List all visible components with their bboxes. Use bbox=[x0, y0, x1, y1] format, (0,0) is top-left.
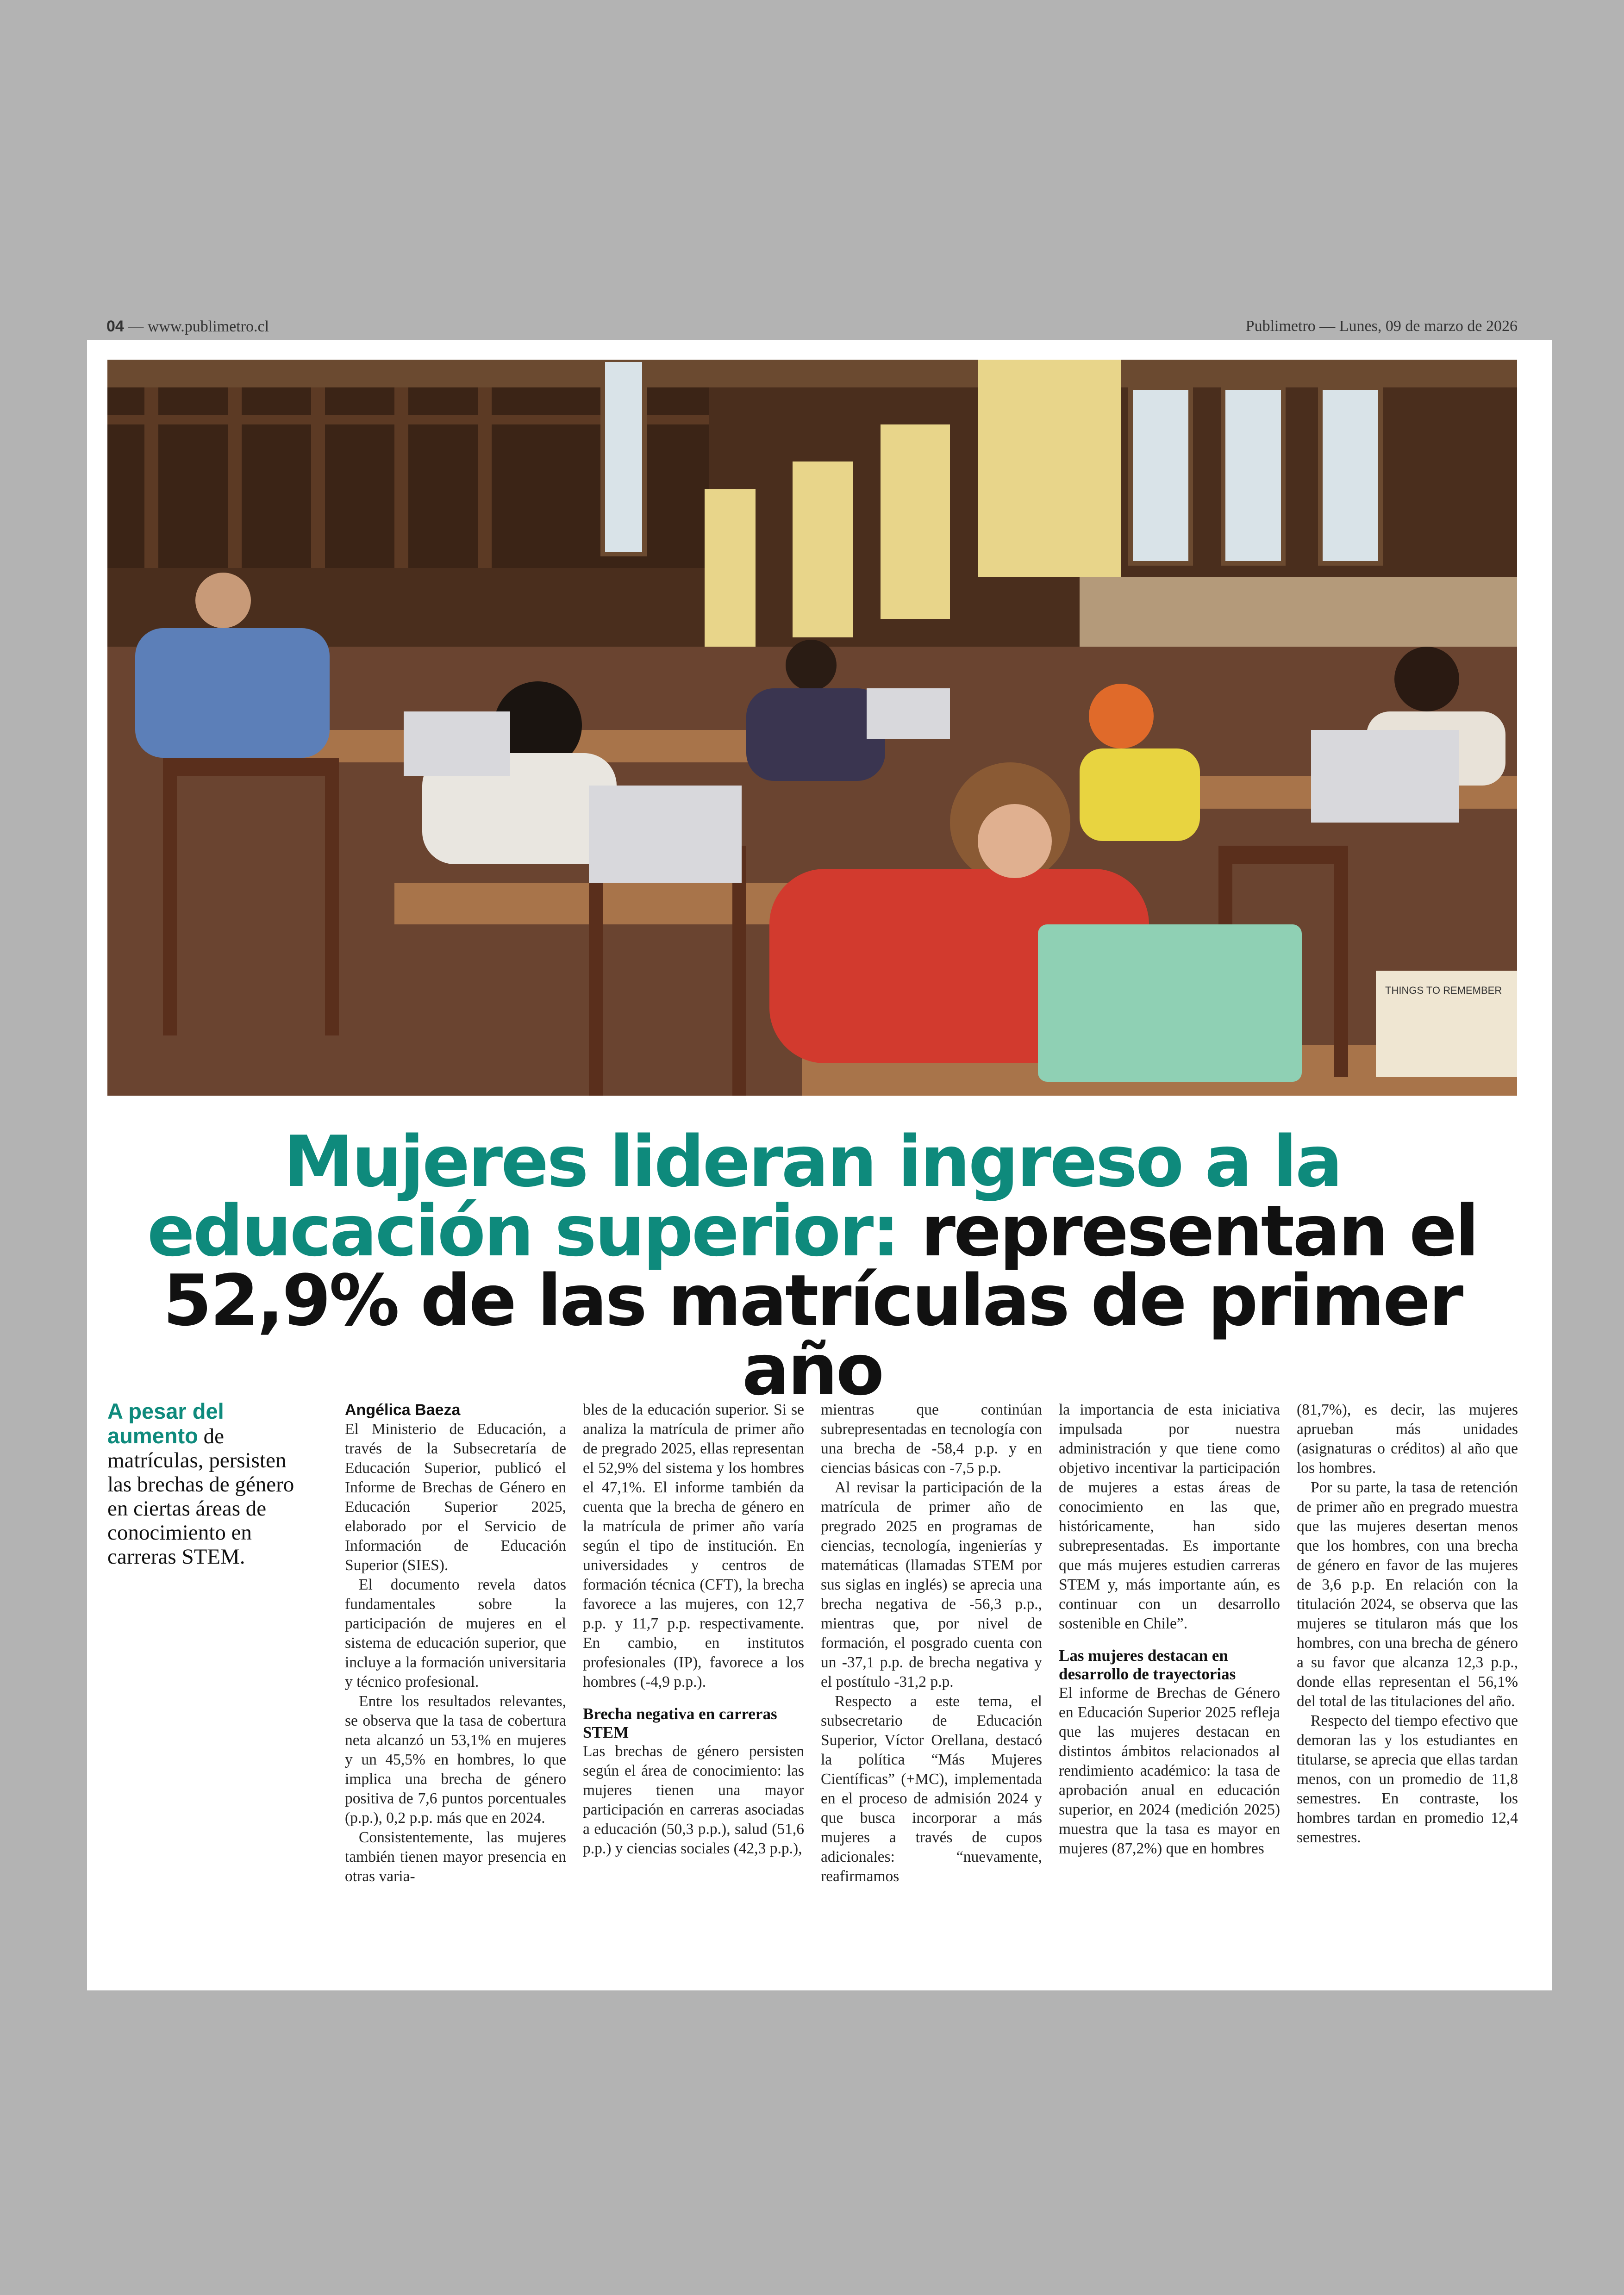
paragraph: El documento revela datos fundamentales sobre la participación de mujeres en el sistema de educación superior, que incluye a la formación universitaria y técnico profesional. bbox=[345, 1576, 566, 1690]
paragraph: Entre los resultados relevantes, se observa que la tasa de cobertura neta alcanzó un 53,1% en mujeres y un 45,5% en hombres, lo que implica una brecha de género positiva de 7,6 puntos porcentuales (p.p.), 0,2 p.p. más que en 2024. bbox=[345, 1693, 566, 1827]
paragraph: Consistentemente, las mujeres también tienen mayor presencia en otras varia- bbox=[345, 1829, 566, 1885]
article-column-5 bbox=[1297, 1400, 1518, 1847]
paragraph: bles de la educación superior. Si se analiza la matrícula de primer año de pregrado 2025, ellas representan el 52,9% del sistema y los hombres el 47,1%. El informe también da cuenta que la brecha de género en la matrícula de primer año varía según el tipo de institución. En universidades y centros de formación técnica (CFT), la brecha favorece a las mujeres, con 12,7 p.p. y 11,7 p.p. respectivamente. En cambio, en institutos profesionales (IP), favorece a los hombres (-4,9 p.p.). bbox=[583, 1401, 804, 1690]
byline: Angélica Baeza bbox=[345, 1401, 461, 1419]
article-column-1 bbox=[345, 1400, 566, 1886]
paragraph: Respecto a este tema, el subsecretario de Educación Superior, Víctor Orellana, destacó la política “Más Mujeres Científicas” (+MC), implementada en el proceso de admisión 2024 y que busca incorporar a más mujeres a través de cupos adicionales: “nuevamente, reafirmamos bbox=[821, 1693, 1042, 1885]
paragraph: Respecto del tiempo efectivo que demoran las y los estudiantes en titularse, se aprecia que ellas tardan menos, con un promedio de 11,8 semestres. En contraste, los hombres tardan en promedio 12,4 semestres. bbox=[1297, 1712, 1518, 1846]
lede-highlight: A pesar del aumento bbox=[107, 1399, 224, 1448]
headline-rest: representan el 52,9% de las matrículas de primer año bbox=[162, 1190, 1478, 1411]
lede bbox=[107, 1399, 313, 1569]
paragraph: Las brechas de género persisten según el área de conocimiento: las mujeres tienen una mayor participación en carreras asociadas a educación (50,3 p.p.), salud (51,6 p.p.) y ciencias sociales (42,3 p.p.), bbox=[583, 1743, 804, 1857]
subheading-trayectorias: Las mujeres destacan en desarrollo de trayectorias bbox=[1059, 1646, 1236, 1683]
article-column-4 bbox=[1059, 1400, 1280, 1858]
publication-date: Publimetro — Lunes, 09 de marzo de 2026 bbox=[1245, 318, 1518, 335]
paragraph: mientras que continúan subrepresentadas en tecnología con una brecha de -58,4 p.p. y en ciencias básicas con -7,5 p.p. bbox=[821, 1401, 1042, 1477]
newspaper-page bbox=[87, 340, 1552, 1990]
paragraph: Por su parte, la tasa de retención de primer año en pregrado muestra que las mujeres desertan menos que los hombres, con una brecha de género en favor de las mujeres de 3,6 p.p. En relación con la titulación 2024, se observa que las mujeres se titularon más que los hombres, con una brecha de género a su favor que alcanza 12,3 p.p., donde ellas representan el 56,1% del total de las titulaciones del año. bbox=[1297, 1479, 1518, 1710]
paragraph: Al revisar la participación de la matrícula de primer año de pregrado 2025 en programas de ciencias, tecnología, ingenierías y matemáticas (llamadas STEM por sus siglas en inglés) se aprecia una brecha negativa de -56,3 p.p., mientras que, por nivel de formación, el posgrado cuenta con un -37,1 p.p. de brecha negativa y el postítulo -31,2 p.p. bbox=[821, 1479, 1042, 1690]
paragraph: (81,7%), es decir, las mujeres aprueban más unidades (asignaturas o créditos) al año que los hombres. bbox=[1297, 1401, 1518, 1477]
subheading-stem: Brecha negativa en carreras STEM bbox=[583, 1705, 777, 1741]
paragraph: El informe de Brechas de Género en Educación Superior 2025 refleja que las mujeres destacan en distintos ámbitos relacionados al rendimiento académico: la tasa de aprobación anual en educación superior, en 2024 (medición 2025) muestra que la tasa es mayor en mujeres (87,2%) que en hombres bbox=[1059, 1684, 1280, 1857]
page-header bbox=[106, 312, 1518, 340]
page-number: 04 bbox=[106, 317, 124, 335]
paragraph: la importancia de esta iniciativa impulsada por nuestra administración y que tiene como objetivo incentivar la participación de mujeres a estas áreas de conocimiento en las que, históricamente, han sido subrepresentadas. Es importante que más mujeres estudien carreras STEM y, más importante aún, es continuar con un desarrollo sostenible en Chile”. bbox=[1059, 1401, 1280, 1632]
header-left bbox=[106, 318, 269, 336]
photo-illustration bbox=[107, 360, 1517, 1096]
paragraph: El Ministerio de Educación, a través de la Subsecretaría de Educación Superior, publicó el Informe de Brechas de Género en Educación Superior 2025, elaborado por el Servicio de Información de Educación Superior (SIES). bbox=[345, 1421, 566, 1574]
library-photo bbox=[107, 360, 1517, 1096]
photo-sign-text: THINGS TO REMEMBER bbox=[1385, 985, 1502, 996]
site-url: — www.publimetro.cl bbox=[128, 318, 269, 335]
article-column-3 bbox=[821, 1400, 1042, 1886]
lede-text: de matrículas, persisten las brechas de género en ciertas áreas de conocimiento en carreras STEM. bbox=[107, 1424, 294, 1569]
headline-highlight: Mujeres lideran ingreso a la educación superior: bbox=[147, 1121, 1341, 1272]
article-column-2 bbox=[583, 1400, 804, 1858]
article-body bbox=[345, 1400, 1517, 1974]
